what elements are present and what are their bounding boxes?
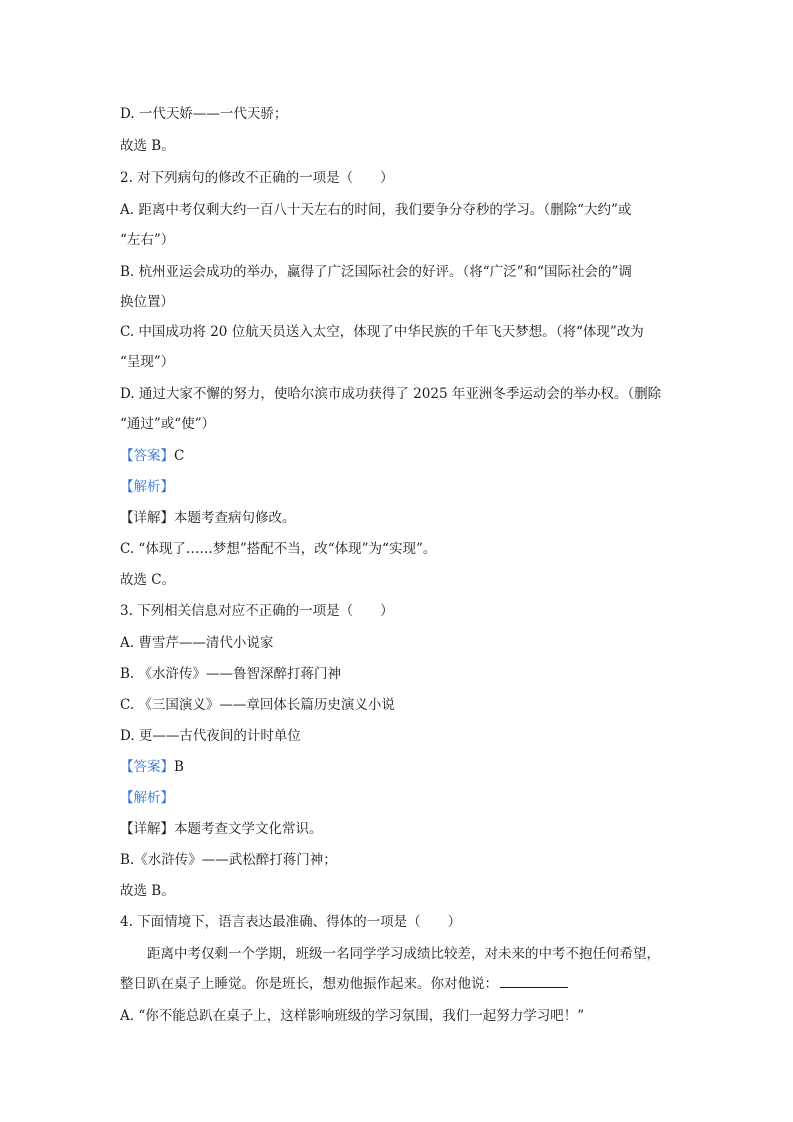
question-3-stem: 3. 下列相关信息对应不正确的一项是（ ）	[120, 603, 394, 619]
q3-analysis-tag	[120, 788, 680, 808]
choice-conclusion: 故选 B。	[120, 138, 175, 154]
q3-explanation: 【详解】本题考查文学文化常识。	[120, 821, 323, 837]
q2-option-c: C. 中国成功将 20 位航天员送入太空，体现了中华民族的千年飞天梦想。（将“体现”改为	[120, 324, 644, 340]
question-2-stem: 2. 对下列病句的修改不正确的一项是（ ）	[120, 170, 394, 186]
q3-option-a: A. 曹雪芹——清代小说家	[120, 635, 274, 651]
q2-option-b: B. 杭州亚运会成功的举办，赢得了广泛国际社会的好评。（将“广泛”和“国际社会的”调	[120, 264, 632, 280]
answer-tag: 【答案】	[120, 448, 174, 464]
q4-scenario-cont	[120, 974, 680, 994]
answer-blank	[500, 975, 568, 988]
q2-explanation-detail: C. “体现了……梦想”搭配不当，改“体现”为“实现”。	[120, 541, 437, 557]
q3-option-d: D. 更——古代夜间的计时单位	[120, 728, 301, 744]
q2-option-a-cont: “左右”）	[120, 232, 175, 248]
q3-answer	[120, 757, 680, 777]
q2-option-a: A. 距离中考仅剩大约一百八十天左右的时间，我们要争分夺秒的学习。（删除“大约”或	[120, 202, 632, 218]
q2-explanation: 【详解】本题考查病句修改。	[120, 510, 296, 526]
answer-tag: 【答案】	[120, 759, 174, 775]
q3-conclusion: 故选 B。	[120, 883, 175, 899]
q2-option-d: D. 通过大家不懈的努力，使哈尔滨市成功获得了 2025 年亚洲冬季运动会的举办权。（删除	[120, 386, 662, 402]
analysis-tag: 【解析】	[120, 479, 174, 495]
q3-option-c: C. 《三国演义》——章回体长篇历史演义小说	[120, 697, 395, 713]
q4-prompt-text: 整日趴在桌子上睡觉。你是班长，想劝他振作起来。你对他说：	[120, 976, 498, 992]
q2-analysis-tag	[120, 477, 680, 497]
q2-answer	[120, 446, 680, 466]
answer-value: C	[174, 448, 185, 464]
q2-conclusion: 故选 C。	[120, 572, 176, 588]
analysis-tag: 【解析】	[120, 790, 174, 806]
answer-value: B	[174, 759, 184, 775]
question-4-stem: 4. 下面情境下，语言表达最准确、得体的一项是（ ）	[120, 914, 462, 930]
q2-option-c-cont: “呈现”）	[120, 354, 175, 370]
q2-option-b-cont: 换位置）	[120, 294, 174, 310]
q3-explanation-detail: B.《水浒传》——武松醉打蒋门神；	[120, 852, 337, 868]
q4-scenario: 距离中考仅剩一个学期，班级一名同学学习成绩比较差，对未来的中考不抱任何希望，	[147, 946, 660, 962]
q3-option-b: B. 《水浒传》——鲁智深醉打蒋门神	[120, 666, 342, 682]
option-d-text: D. 一代天娇——一代天骄；	[120, 106, 288, 122]
q2-option-d-cont: “通过”或“使”）	[120, 416, 216, 432]
q4-option-a: A. “你不能总趴在桌子上，这样影响班级的学习氛围，我们一起努力学习吧！”	[120, 1008, 585, 1024]
